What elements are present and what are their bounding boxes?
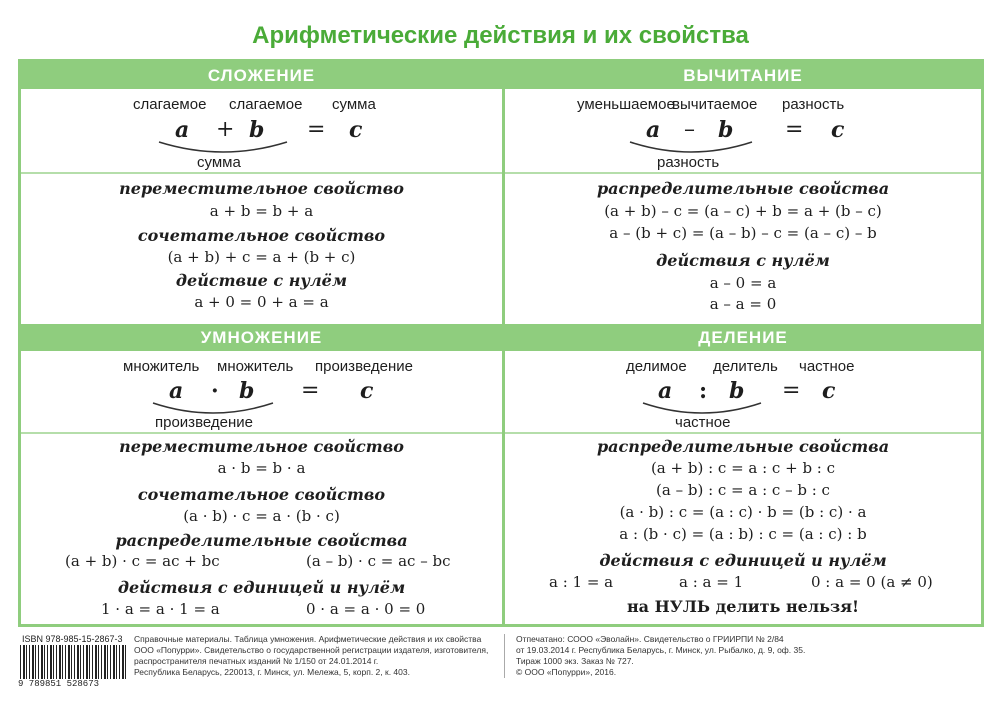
page-title: Арифметические действия и их свойства [252, 22, 749, 49]
footer-line: Республика Беларусь, 220013, г. Минск, ул. Мележа, 5, корп. 2, к. 403. [134, 667, 410, 677]
term-label-minuend: уменьшаемое [577, 96, 675, 113]
expr-equals: = [782, 378, 801, 403]
property-heading: действия с единицей и нулём [117, 578, 406, 597]
term-label-addend-2: слагаемое [229, 96, 303, 113]
footer-line: распространителя печатных изданий № 1/150 от 24.01.2014 г. [134, 656, 379, 666]
term-label-factor-2: множитель [217, 358, 294, 375]
section-header-subtraction: ВЫЧИТАНИЕ [683, 66, 803, 85]
reference-table [18, 59, 984, 627]
middle-header-band [21, 324, 981, 351]
expr-result: c [360, 378, 374, 404]
under-label-product: произведение [155, 414, 253, 431]
expr-right: b [249, 117, 265, 143]
footer-line: Тираж 1000 экз. Заказ № 727. [516, 656, 634, 666]
formula: (a – b) : c = a : c – b : c [656, 481, 830, 499]
property-heading: действие с нулём [175, 271, 348, 290]
isbn: ISBN 978-985-15-2867-3 [22, 634, 123, 644]
expr-left: a [658, 378, 673, 404]
property-heading: сочетательное свойство [137, 485, 386, 504]
expr-equals: = [307, 117, 326, 142]
barcode-icon [20, 645, 128, 679]
footer-divider [504, 634, 505, 678]
formula: (a + b) – c = (a – c) + b = a + (b – c) [604, 202, 882, 220]
divider-subtraction [505, 172, 981, 174]
formula: a – 0 = a [709, 274, 777, 292]
expr-operator: : [699, 378, 708, 404]
property-heading: распределительные свойства [596, 437, 890, 456]
divider-addition [21, 172, 502, 174]
top-header-band [21, 62, 981, 89]
expr-operator: + [216, 117, 235, 142]
under-label-difference: разность [657, 154, 720, 171]
section-header-multiplication: УМНОЖЕНИЕ [200, 328, 323, 347]
expr-left: a [169, 378, 184, 404]
expr-equals: = [301, 378, 320, 403]
property-heading: переместительное свойство [119, 437, 404, 456]
formula: a : a = 1 [679, 573, 744, 591]
term-label-sum: сумма [332, 96, 376, 113]
term-label-difference: разность [782, 96, 845, 113]
footer-line: Отпечатано: СООО «Эволайн». Свидетельство о ГРИИРПИ № 2/84 [516, 634, 784, 644]
formula: (a + b) : c = a : c + b : c [650, 459, 836, 477]
section-header-addition: СЛОЖЕНИЕ [207, 66, 316, 85]
expr-result: c [831, 117, 845, 143]
term-label-factor-1: множитель [123, 358, 200, 375]
section-header-division: ДЕЛЕНИЕ [698, 328, 788, 347]
term-label-addend-1: слагаемое [133, 96, 207, 113]
divider-division [505, 432, 981, 434]
formula: 0 : a = 0 (a ≠ 0) [811, 573, 933, 591]
formula: a + b = b + a [209, 202, 314, 220]
formula: a : 1 = a [549, 573, 614, 591]
expr-equals: = [785, 117, 804, 142]
footer-printer-info [516, 634, 805, 678]
footer-line: от 19.03.2014 г. Республика Беларусь, г. Минск, ул. Рыбалко, д. 9, оф. 35. [516, 645, 806, 655]
division-by-zero-warning: на НУЛЬ делить нельзя! [626, 597, 860, 616]
divider-multiplication [21, 432, 502, 434]
property-heading: распределительные свойства [115, 531, 408, 550]
footer-line: Справочные материалы. Таблица умножения. Арифметические действия и их свойства [134, 634, 482, 644]
expr-operator: – [684, 117, 695, 142]
term-label-product: произведение [315, 358, 413, 375]
formula: (a + b) · c = ac + bc [65, 552, 220, 570]
property-heading: действия с нулём [656, 251, 830, 270]
barcode-digits: 9 789851 528673 [18, 679, 100, 689]
expr-right: b [239, 378, 255, 404]
footer-line: © ООО «Попурри», 2016. [516, 667, 617, 677]
formula: a · b = b · a [217, 459, 306, 477]
formula: (a + b) + c = a + (b + c) [167, 248, 356, 266]
formula: (a – b) · c = ac – bc [306, 552, 451, 570]
under-label-sum: сумма [197, 154, 241, 171]
under-label-quotient: частное [675, 414, 731, 431]
expr-right: b [718, 117, 734, 143]
term-label-divisor: делитель [713, 358, 778, 375]
footer-line: ООО «Попурри». Свидетельство о государственной регистрации издателя, изготовителя, [134, 645, 489, 655]
formula: (a · b) : c = (a : c) · b = (b : c) · a [619, 503, 867, 521]
formula: (a · b) · c = a · (b · c) [183, 507, 340, 525]
term-label-dividend: делимое [626, 358, 687, 375]
formula: 0 · a = a · 0 = 0 [306, 600, 426, 618]
expr-left: a [646, 117, 661, 143]
term-label-subtrahend: вычитаемое [672, 96, 758, 113]
expr-result: c [822, 378, 836, 404]
formula: 1 · a = a · 1 = a [101, 600, 220, 618]
expr-operator: · [211, 378, 219, 404]
expr-left: a [175, 117, 190, 143]
property-heading: переместительное свойство [119, 179, 404, 198]
formula: a + 0 = 0 + a = a [194, 293, 329, 311]
expr-result: c [349, 117, 363, 143]
property-heading: распределительные свойства [596, 179, 890, 198]
expr-right: b [729, 378, 745, 404]
formula: a : (b · c) = (a : b) : c = (a : c) : b [619, 525, 867, 543]
term-label-quotient: частное [799, 358, 855, 375]
property-heading: действия с единицей и нулём [599, 551, 887, 570]
formula: a – (b + c) = (a – b) – c = (a – c) – b [609, 224, 877, 242]
footer-publisher-info [134, 634, 488, 678]
property-heading: сочетательное свойство [137, 226, 386, 245]
formula: a – a = 0 [709, 295, 777, 313]
